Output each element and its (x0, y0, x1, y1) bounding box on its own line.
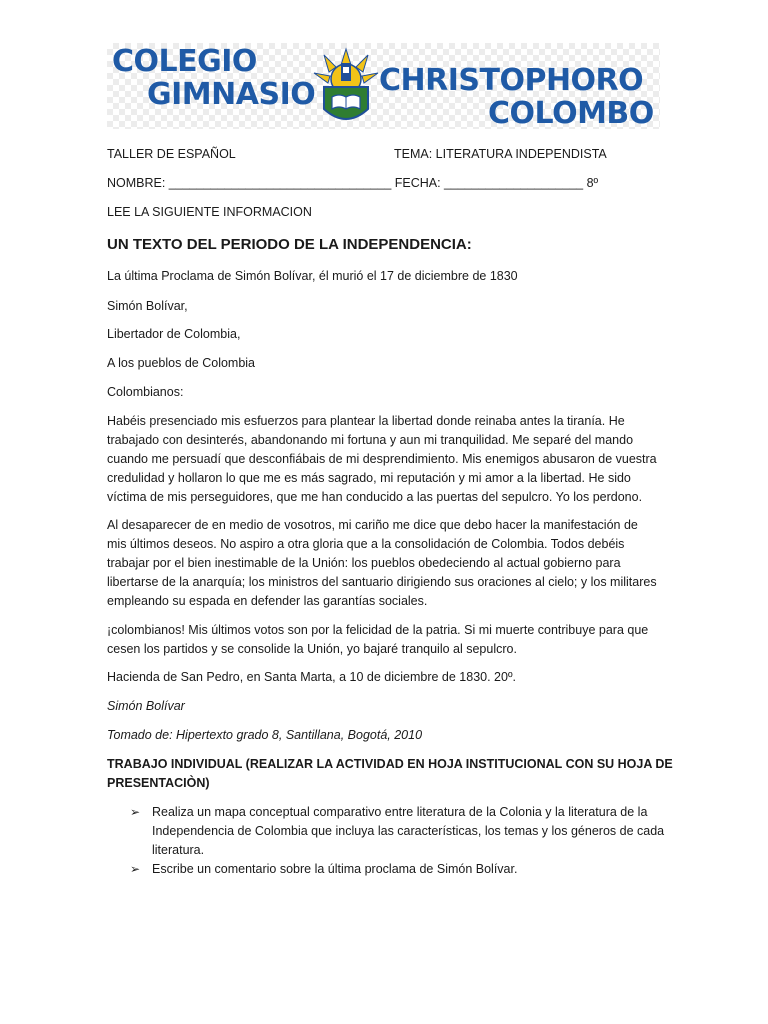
bullet-arrow-icon: ➢ (130, 862, 141, 876)
letter-paragraph-2 (107, 516, 663, 611)
task-item-line: literatura. (152, 843, 205, 857)
bullet-arrow-icon: ➢ (130, 805, 141, 819)
letter-signature: Simón Bolívar (107, 699, 185, 713)
logo-line-colombo: COLOMBO (488, 96, 654, 131)
task-item-2: Escribe un comentario sobre la última proclama de Simón Bolívar. (152, 862, 518, 876)
school-crest-icon (310, 45, 382, 129)
paragraph-line: Al desaparecer de en medio de vosotros, mi cariño me dice que debo hacer la manifestación de (107, 518, 638, 532)
letter-paragraph-1 (107, 412, 663, 507)
task-title (107, 755, 673, 793)
letter-intro: La última Proclama de Simón Bolívar, él murió el 17 de diciembre de 1830 (107, 269, 518, 283)
document-title: UN TEXTO DEL PERIODO DE LA INDEPENDENCIA: (107, 236, 472, 253)
letter-author: Simón Bolívar, (107, 299, 188, 313)
paragraph-line: cesen los partidos y se consolide la Unión, yo bajaré tranquilo al sepulcro. (107, 642, 517, 656)
task-title-line: TRABAJO INDIVIDUAL (REALIZAR LA ACTIVIDAD EN HOJA INSTITUCIONAL CON SU HOJA DE (107, 757, 673, 771)
school-logo-banner (107, 43, 660, 129)
letter-paragraph-3 (107, 621, 663, 659)
paragraph-line: mis últimos deseos. No aspiro a otra gloria que a la consolidación de Colombia. Todos debéis (107, 537, 625, 551)
letter-salutation: Colombianos: (107, 385, 184, 399)
task-item-line: Realiza un mapa conceptual comparativo entre literatura de la Colonia y la literatura de la (152, 805, 648, 819)
paragraph-line: credulidad y hollaron lo que me es más sagrado, mi reputación y mi amor a la libertad. He sido (107, 471, 631, 485)
paragraph-line: empleando su espada en defender las garantías sociales. (107, 594, 428, 608)
name-date-line: NOMBRE: ________________________________ FECHA: ____________________ 8º (107, 176, 599, 190)
letter-addressee: A los pueblos de Colombia (107, 356, 256, 370)
paragraph-line: víctima de mis perseguidores, que me han conducido a las puertas del sepulcro. Yo los perdono. (107, 490, 643, 504)
task-title-line: PRESENTACIÒN) (107, 776, 210, 790)
paragraph-line: trabajado con desinterés, abandonando mi fortuna y aun mi tranquilidad. Me separé del mando (107, 433, 634, 447)
logo-line-gimnasio: GIMNASIO (147, 77, 316, 112)
paragraph-line: ¡colombianos! Mis últimos votos son por la felicidad de la patria. Si mi muerte contribuye para que (107, 623, 649, 637)
subject-label: TALLER DE ESPAÑOL (107, 147, 236, 161)
paragraph-line: cuando me persuadí que desconfiábais de mi desprendimiento. Mis enemigos abusaron de vuestra (107, 452, 657, 466)
instruction-line: LEE LA SIGUIENTE INFORMACION (107, 205, 312, 219)
letter-role: Libertador de Colombia, (107, 327, 241, 341)
paragraph-line: Habéis presenciado mis esfuerzos para plantear la libertad donde reinaba antes la tiranía. He (107, 414, 625, 428)
task-item-1 (152, 803, 664, 860)
paragraph-line: libertarse de la anarquía; los ministros del santuario dirigiendo sus oraciones al cielo; y los militares (107, 575, 657, 589)
paragraph-line: trabajar por el bien inestimable de la Unión: los pueblos obedeciendo al actual gobierno para (107, 556, 621, 570)
task-item-line: Independencia de Colombia que incluya las características, los temas y los géneros de cada (152, 824, 665, 838)
source-citation: Tomado de: Hipertexto grado 8, Santillana, Bogotá, 2010 (107, 728, 423, 742)
logo-line-colegio: COLEGIO (112, 44, 257, 79)
letter-place-date: Hacienda de San Pedro, en Santa Marta, a 10 de diciembre de 1830. 20º. (107, 670, 517, 684)
logo-line-christophoro: CHRISTOPHORO (379, 63, 644, 98)
topic-label: TEMA: LITERATURA INDEPENDISTA (394, 147, 607, 161)
